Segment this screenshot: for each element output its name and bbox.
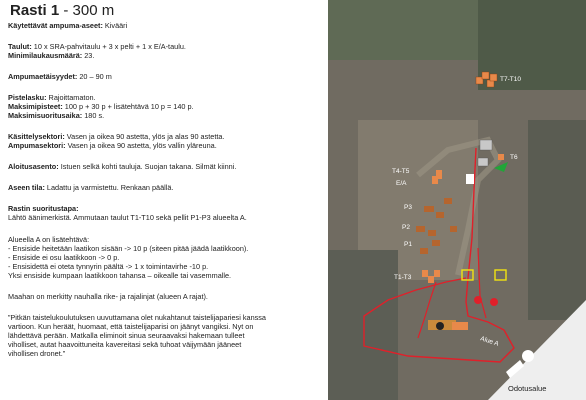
stage-name: Rasti 1 <box>10 2 60 19</box>
label-ea: E/A <box>396 180 407 187</box>
label-t4-t5: T4-T5 <box>392 168 410 175</box>
line-max-points: Maksimipisteet: 100 p + 30 p + lisätehtävä 10 p = 140 p. <box>8 102 194 111</box>
label-waiting-area: Odotusalue <box>508 384 547 393</box>
briefing-text <box>4 0 326 400</box>
line-handling-sector: Käsittelysektori: Vasen ja oikea 90 astetta, ylös ja alas 90 astetta. <box>8 132 225 141</box>
line-story-4: viholliset, autat haavoittuneita kavereitasi sekä tuhoat väijymään jääneet <box>8 340 242 349</box>
stage-distance: - 300 m <box>63 2 115 19</box>
line-story-5: vihollisen dronet.” <box>8 349 66 358</box>
line-story-2: vartioon. Kun heräät, huomaat, että taistelijaparisi on jäänyt vangiksi. Nyt on <box>8 322 254 331</box>
label-t6: T6 <box>510 154 518 161</box>
barrel-right <box>490 298 498 306</box>
line-extra-4: Yksi ensiside kumpaan laatikkoon tahansa – oikealle tai vasemmalle. <box>8 271 232 280</box>
line-min-shots: Minimilaukausmäärä: 23. <box>8 51 95 60</box>
label-p1: P1 <box>404 241 412 248</box>
barrel-left <box>474 296 482 304</box>
line-boundaries: Maahan on merkitty nauhalla rike- ja rajalinjat (alueen A rajat). <box>8 292 208 301</box>
line-distances: Ampumaetäisyydet: 20 – 90 m <box>8 72 112 81</box>
line-firing-sector: Ampumasektori: Vasen ja oikea 90 astetta, ylös vallin yläreuna. <box>8 141 217 150</box>
label-t7-t10: T7-T10 <box>500 76 521 83</box>
label-area-a: Alue A <box>479 335 500 348</box>
line-max-time: Maksimisuoritusaika: 180 s. <box>8 111 105 120</box>
line-weapons: Käytettävät ampuma-aseet: Kivääri <box>8 21 128 30</box>
label-t1-t3: T1-T3 <box>394 274 412 281</box>
line-weapon-state: Aseen tila: Ladattu ja varmistettu. Renkaan päällä. <box>8 183 174 192</box>
line-extra-3: - Ensisidettä ei oteta tynnyrin päältä -> 1 x toimintavirhe -10 p. <box>8 262 209 271</box>
line-procedure: Lähtö äänimerkistä. Ammutaan taulut T1-T10 sekä pellit P1-P3 alueelta A. <box>8 213 247 222</box>
label-p2: P2 <box>402 224 410 231</box>
stage-title <box>10 2 114 19</box>
line-extra-2: - Ensiside ei osu laatikkoon -> 0 p. <box>8 253 120 262</box>
line-scoring: Pistelasku: Rajoittamaton. <box>8 93 96 102</box>
line-extra-task: Alueella A on lisätehtävä: <box>8 235 90 244</box>
line-story-1: ”Pitkän taistelukoulutuksen uuvuttamana olet nukahtanut taistelijapariesi kanssa <box>8 313 266 322</box>
stage-map <box>328 0 586 400</box>
line-start-position: Aloitusasento: Istuen selkä kohti tauluja. Suojan takana. Silmät kiinni. <box>8 162 237 171</box>
label-p3: P3 <box>404 204 412 211</box>
line-procedure-heading: Rastin suoritustapa: <box>8 204 79 213</box>
line-story-3: lähdettävä perään. Matkalla eliminoit sinua seuraavaksi hakemaan tulleet <box>8 331 245 340</box>
line-targets: Taulut: 10 x SRA-pahvitaulu + 3 x pelti + 1 x E/A-taulu. <box>8 42 186 51</box>
line-extra-1: - Ensiside heitetään laatikon sisään -> 10 p (siteen pitää jäädä laatikkoon). <box>8 244 249 253</box>
aerial-image <box>328 0 586 400</box>
